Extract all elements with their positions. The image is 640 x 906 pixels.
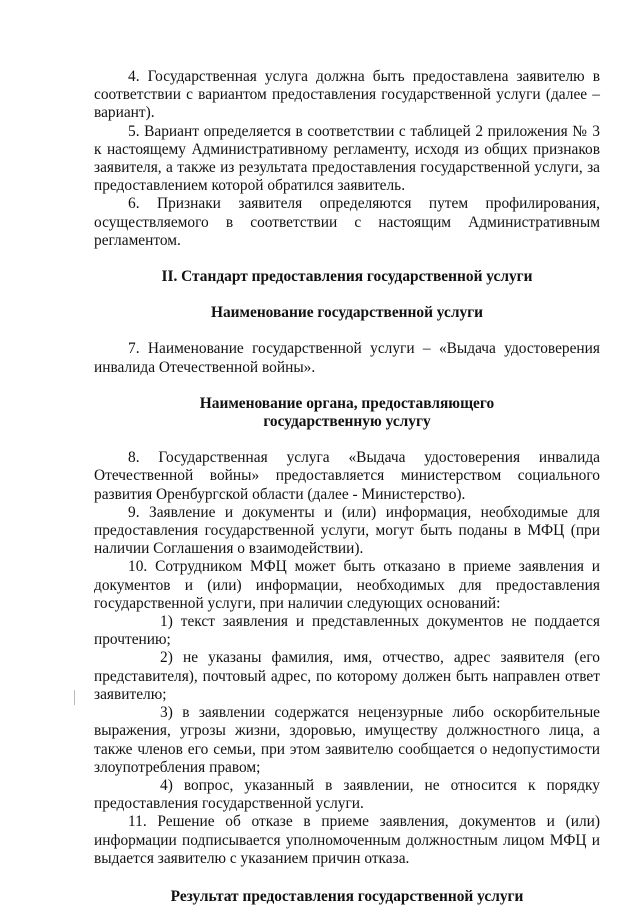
heading-organ-line1: Наименование органа, предоставляющего [199,394,495,412]
subitem-3: 3) в заявлении содержатся нецензурные либо оскорбительные выражения, угрозы жизни, здоровью, имуществу должностного лица, а также членов его семьи, при этом заявителю сообщается о недопустимости злоупотребления правом; [94,704,600,776]
subitem-1: 1) текст заявления и представленных документов не поддается прочтению; [94,613,600,649]
heading-organ [94,395,600,431]
heading-service-name: Наименование государственной услуги [210,304,484,322]
paragraph-8: 8. Государственная услуга «Выдача удостоверения инвалида Отечественной войны» предоставляется министерством социального развития Оренбургской области (далее - Министерство). [94,449,600,503]
paragraph-7: 7. Наименование государственной услуги – «Выдача удостоверения инвалида Отечественной войны». [94,340,600,376]
paragraph-6: 6. Признаки заявителя определяются путем профилирования, осуществляемого в соответствии с настоящим Административным регламентом. [94,195,600,249]
subitem-4: 4) вопрос, указанный в заявлении, не относится к порядку предоставления государственной услуги. [94,776,600,813]
paragraph-11: 11. Решение об отказе в приеме заявления, документов и (или) информации подписывается уполномоченным должностным лицом МФЦ и выдается заявителю с указанием причин отказа. [94,813,600,867]
paragraph-5: 5. Вариант определяется в соответствии с таблицей 2 приложения № 3 к настоящему Административному регламенту, исходя из общих признаков заявителя, а также из результата предоставления государственной услуги, за предоставлением которой обратился заявитель. [94,122,600,195]
paragraph-10: 10. Сотрудником МФЦ может быть отказано в приеме заявления и документов и (или) информации, необходимых для предоставления государственной услуги, при наличии следующих оснований: [94,558,600,612]
heading-organ-line2: государственную услугу [263,413,431,431]
heading-result: Результат предоставления государственной услуги [170,887,524,905]
subitem-2: 2) не указаны фамилия, имя, отчество, адрес заявителя (его представителя), почтовый адрес, по которому должен быть направлен ответ заявителю; [94,649,600,703]
paragraph-4: 4. Государственная услуга должна быть предоставлена заявителю в соответствии с вариантом предоставления государственной услуги (далее – вариант). [94,68,600,122]
section-title: II. Стандарт предоставления государственной услуги [161,268,533,286]
scan-mark [74,690,75,705]
paragraph-9: 9. Заявление и документы и (или) информация, необходимые для предоставления государственной услуги, могут быть поданы в МФЦ (при наличии Соглашения о взаимодействии). [94,503,600,558]
